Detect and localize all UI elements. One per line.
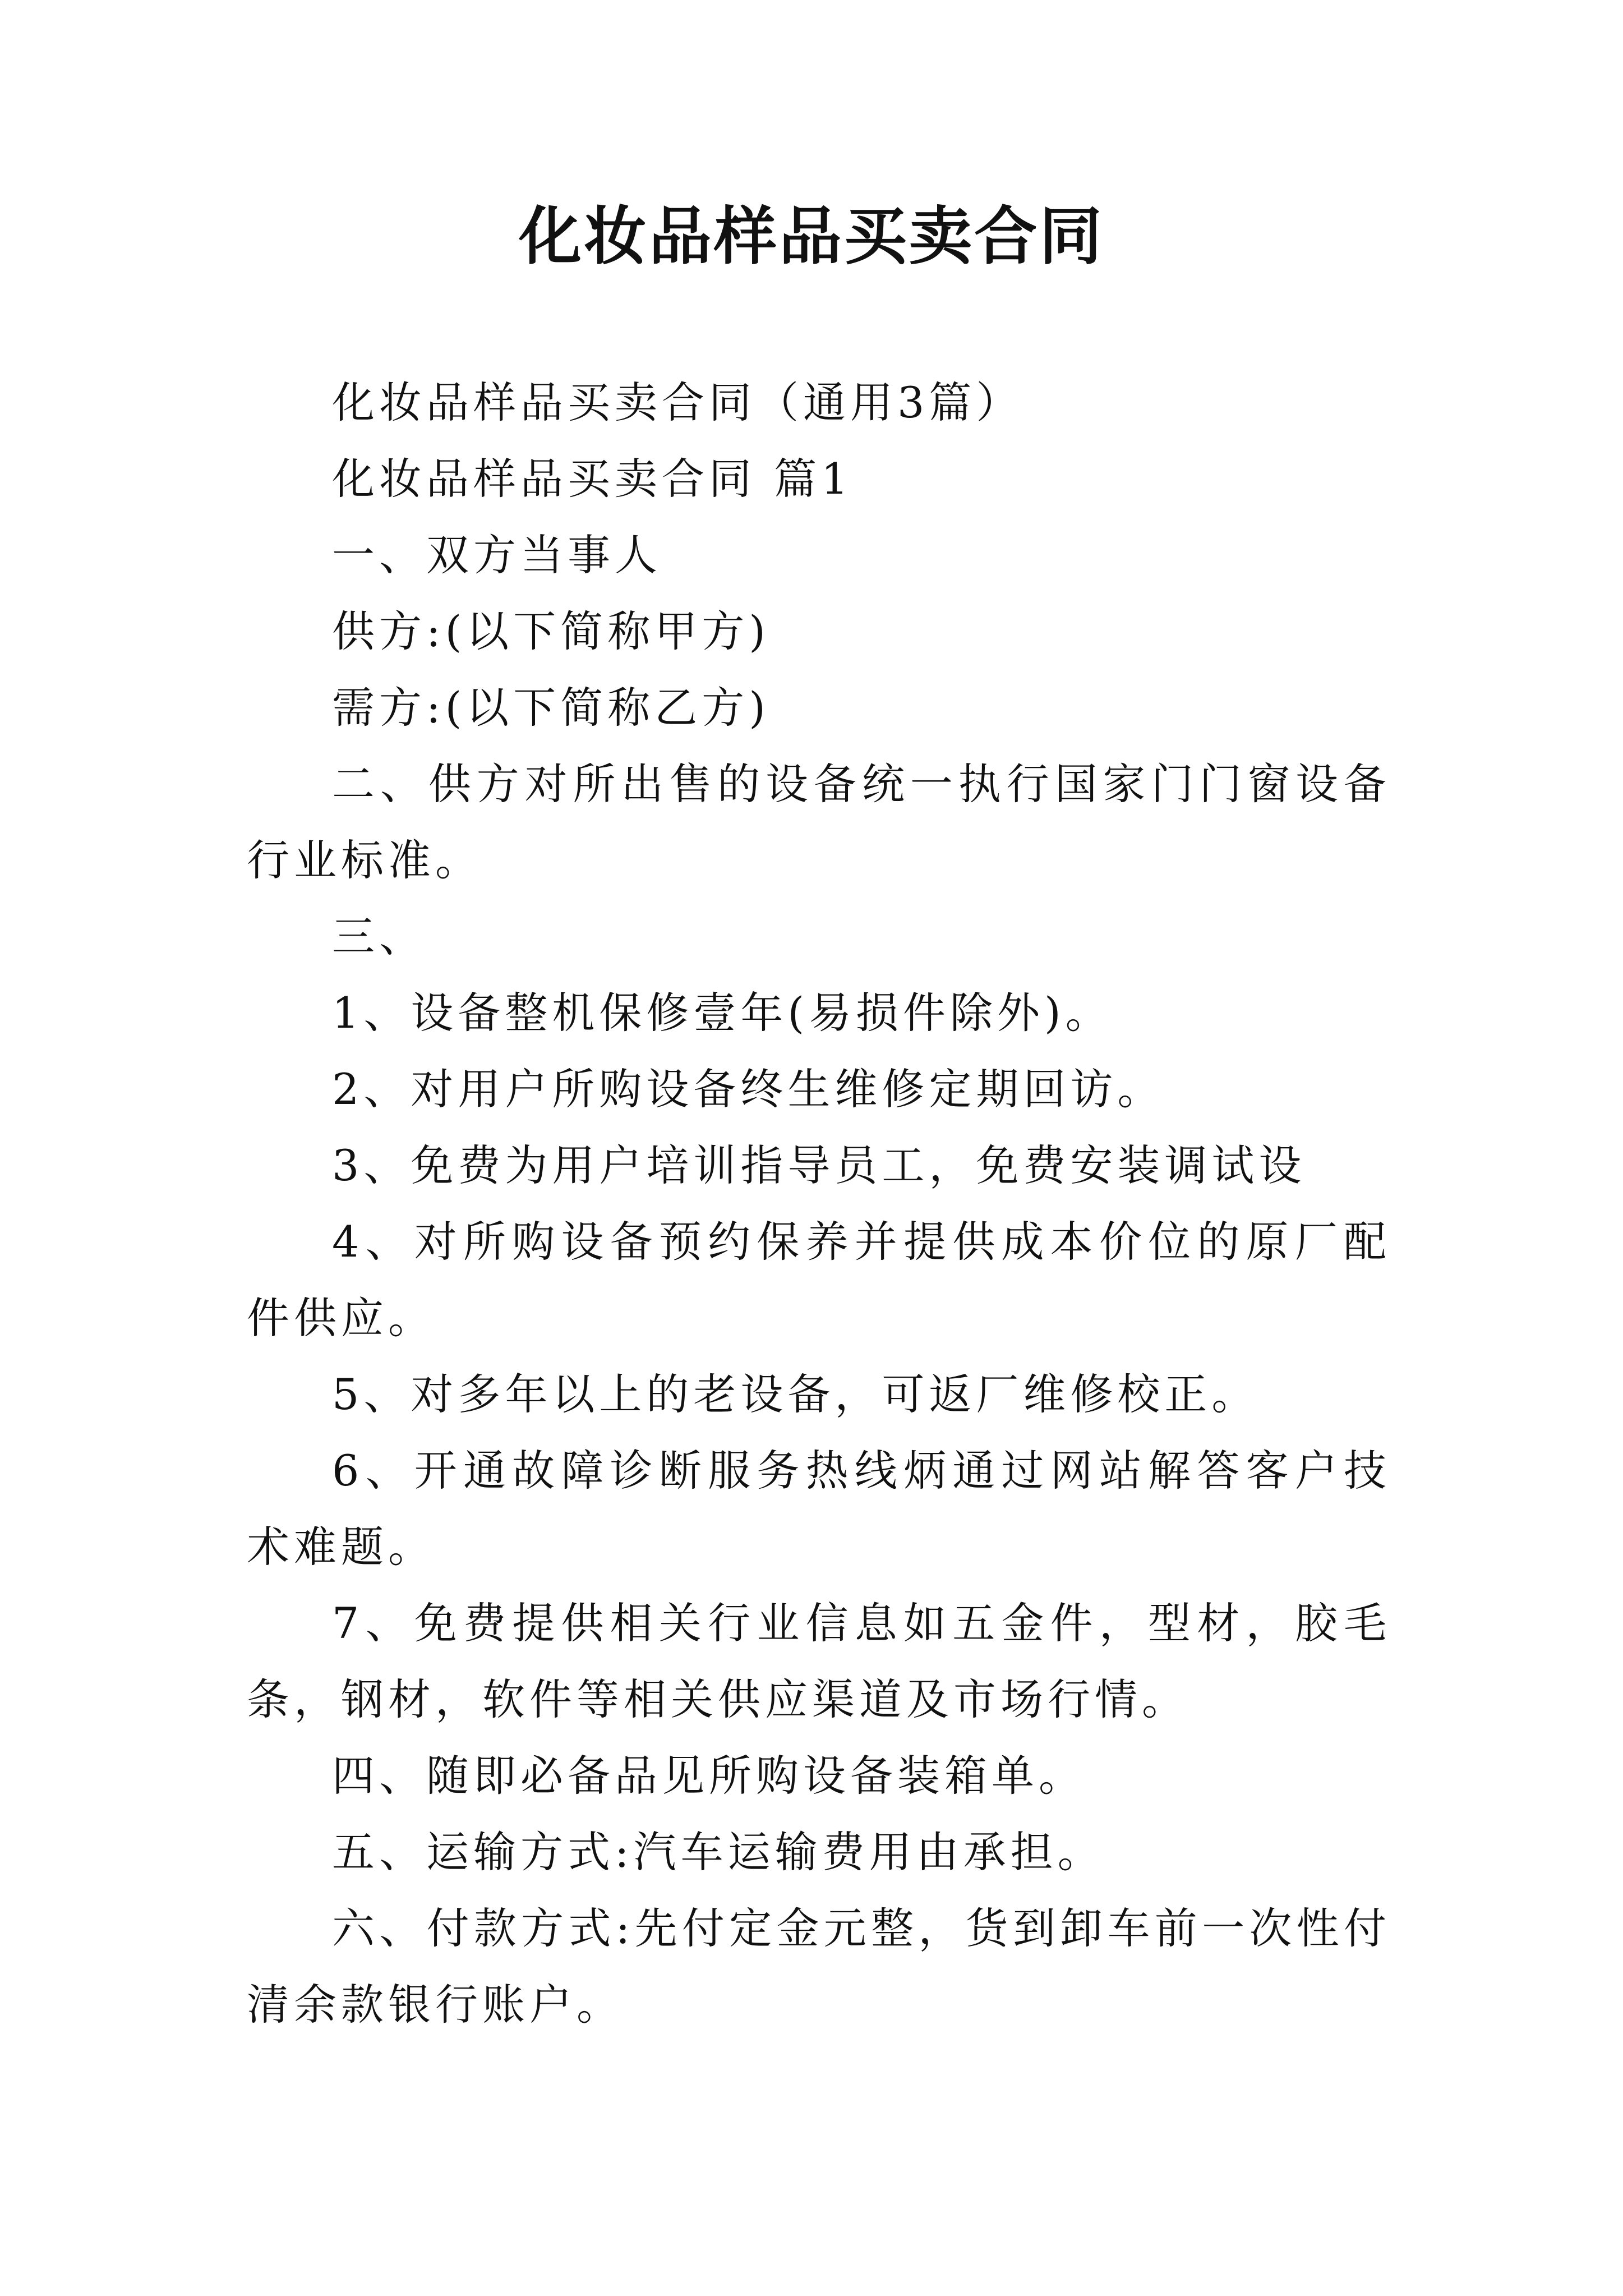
paragraph-clause-6: 六、付款方式:先付定金元整，货到卸车前一次性付清余款银行账户。 (247, 1903, 1391, 2030)
paragraph-item-2: 2、对用户所购设备终生维修定期回访。 (332, 1064, 1165, 1114)
paragraph-supplier: 供方:(以下简称甲方) (332, 606, 770, 656)
paragraph-item-1: 1、设备整机保修壹年(易损件除外)。 (332, 988, 1113, 1038)
paragraph-clause-5: 五、运输方式:汽车运输费用由承担。 (332, 1827, 1105, 1877)
document-body (247, 365, 1391, 2043)
paragraph-item-7: 7、免费提供相关行业信息如五金件，型材，胶毛条，钢材，软件等相关供应渠道及市场行情。 (247, 1598, 1391, 1724)
paragraph-clause-3: 三、 (332, 912, 426, 961)
paragraph-section-heading: 化妆品样品买卖合同 篇1 (332, 454, 853, 504)
paragraph-item-3: 3、免费为用户培训指导员工，免费安装调试设 (332, 1140, 1306, 1190)
document-title: 化妆品样品买卖合同 (519, 200, 1104, 273)
paragraph-item-6: 6、开通故障诊断服务热线炳通过网站解答客户技术难题。 (247, 1446, 1391, 1572)
paragraph-clause-4: 四、随即必备品见所购设备装箱单。 (332, 1751, 1086, 1801)
paragraph-clause-1: 一、双方当事人 (332, 530, 662, 580)
paragraph-buyer: 需方:(以下简称乙方) (332, 683, 770, 733)
paragraph-item-4: 4、对所购设备预约保养并提供成本价位的原厂配件供应。 (247, 1217, 1391, 1343)
paragraph-intro: 化妆品样品买卖合同（通用3篇） (332, 378, 1023, 427)
paragraph-item-5: 5、对多年以上的老设备，可返厂维修校正。 (332, 1369, 1259, 1419)
paragraph-clause-2: 二、供方对所出售的设备统一执行国家门门窗设备行业标准。 (247, 759, 1391, 885)
